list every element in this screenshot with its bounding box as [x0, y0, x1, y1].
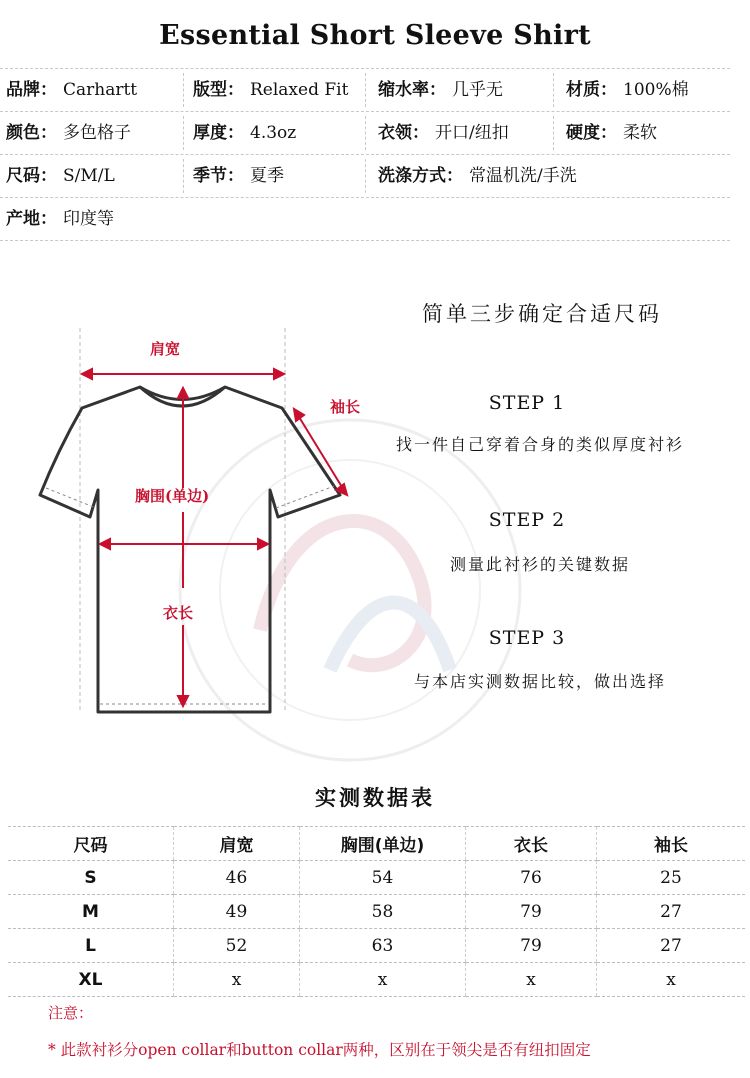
spec-label: 产地： — [6, 209, 57, 229]
table-cell: 46 — [174, 861, 300, 895]
spec-value: 多色格子 — [63, 123, 131, 143]
divider — [365, 116, 366, 150]
table-header-row — [8, 827, 745, 861]
divider — [553, 73, 554, 107]
spec-row — [0, 112, 730, 155]
note-heading: 注意： — [48, 1004, 94, 1022]
spec-value: Carhartt — [63, 80, 138, 100]
spec-collar — [378, 112, 509, 154]
step-text: 找一件自己穿着合身的类似厚度衬衫 — [395, 435, 684, 454]
note-text: * 此款衬衫分open collar和button collar两种，区别在于领尖是否有纽扣固定 — [48, 1041, 591, 1059]
step-heading: STEP 2 — [488, 509, 566, 531]
spec-value: 开口/纽扣 — [435, 123, 509, 143]
spec-size — [6, 155, 115, 197]
table-row — [8, 895, 745, 929]
spec-value: 印度等 — [63, 209, 114, 229]
step-text: 测量此衬衫的关键数据 — [449, 555, 630, 574]
table-row — [8, 929, 745, 963]
spec-label: 尺码： — [6, 166, 57, 186]
spec-row — [0, 198, 730, 241]
spec-label: 材质： — [566, 80, 617, 100]
spec-value: S/M/L — [63, 166, 115, 186]
spec-table — [0, 68, 730, 241]
table-cell: 79 — [466, 895, 597, 929]
length-arrow — [178, 388, 188, 706]
column-header: 胸围(单边) — [300, 827, 466, 861]
length-label: 衣长 — [163, 604, 194, 622]
spec-label: 硬度： — [566, 123, 617, 143]
chest-label: 胸围(单边) — [135, 487, 210, 505]
spec-origin — [6, 198, 114, 240]
table-cell: S — [8, 861, 174, 895]
spec-row — [0, 68, 730, 112]
divider — [365, 159, 366, 193]
divider — [553, 116, 554, 150]
spec-label: 品牌： — [6, 80, 57, 100]
shoulder-arrow — [82, 369, 284, 379]
spec-label: 季节： — [193, 166, 244, 186]
spec-row — [0, 155, 730, 198]
sleeve-label: 袖长 — [330, 398, 361, 416]
spec-hardness — [566, 112, 657, 154]
step-text: 与本店实测数据比较，做出选择 — [413, 672, 666, 691]
spec-label: 洗涤方式： — [378, 166, 463, 186]
column-header: 袖长 — [597, 827, 746, 861]
divider — [183, 159, 184, 193]
table-cell: XL — [8, 963, 174, 997]
table-cell: M — [8, 895, 174, 929]
spec-label: 缩水率： — [378, 80, 446, 100]
spec-value: 夏季 — [250, 166, 284, 186]
step-heading: STEP 3 — [488, 627, 566, 649]
guide-title: 简单三步确定合适尺码 — [422, 302, 662, 326]
table-cell: 25 — [597, 861, 746, 895]
spec-material — [566, 69, 689, 111]
table-cell: 27 — [597, 929, 746, 963]
table-row — [8, 963, 745, 997]
spec-fit — [193, 69, 348, 111]
spec-label: 厚度： — [193, 123, 244, 143]
table-cell: 63 — [300, 929, 466, 963]
table-cell: 58 — [300, 895, 466, 929]
tshirt-icon — [40, 387, 340, 712]
divider — [365, 73, 366, 107]
spec-value: 常温机洗/手洗 — [469, 166, 577, 186]
table-cell: 49 — [174, 895, 300, 929]
table-cell: 79 — [466, 929, 597, 963]
spec-value: 柔软 — [623, 123, 657, 143]
table-cell: 76 — [466, 861, 597, 895]
table-cell: 54 — [300, 861, 466, 895]
table-cell: x — [174, 963, 300, 997]
table-cell: 52 — [174, 929, 300, 963]
spec-value: 几乎无 — [452, 80, 503, 100]
table-cell: x — [466, 963, 597, 997]
spec-value: 100%棉 — [623, 80, 689, 100]
spec-value: 4.3oz — [250, 123, 297, 143]
divider — [183, 116, 184, 150]
table-cell: 27 — [597, 895, 746, 929]
step-heading: STEP 1 — [488, 392, 566, 414]
table-cell: L — [8, 929, 174, 963]
spec-wash — [378, 155, 577, 197]
shirt-measure-diagram — [20, 320, 380, 730]
product-title: Essential Short Sleeve Shirt — [159, 20, 591, 51]
measure-table — [8, 826, 745, 997]
spec-color — [6, 112, 131, 154]
spec-label: 颜色： — [6, 123, 57, 143]
spec-weight — [193, 112, 296, 154]
spec-shrink — [378, 69, 503, 111]
table-row — [8, 861, 745, 895]
column-header: 肩宽 — [174, 827, 300, 861]
table-cell: x — [300, 963, 466, 997]
spec-brand — [6, 69, 137, 111]
spec-value: Relaxed Fit — [250, 80, 349, 100]
column-header: 衣长 — [466, 827, 597, 861]
spec-label: 版型： — [193, 80, 244, 100]
shoulder-label: 肩宽 — [150, 340, 181, 358]
divider — [183, 73, 184, 107]
spec-label: 衣领： — [378, 123, 429, 143]
measure-table-title: 实测数据表 — [315, 786, 435, 810]
table-cell: x — [597, 963, 746, 997]
spec-season — [193, 155, 284, 197]
column-header: 尺码 — [8, 827, 174, 861]
